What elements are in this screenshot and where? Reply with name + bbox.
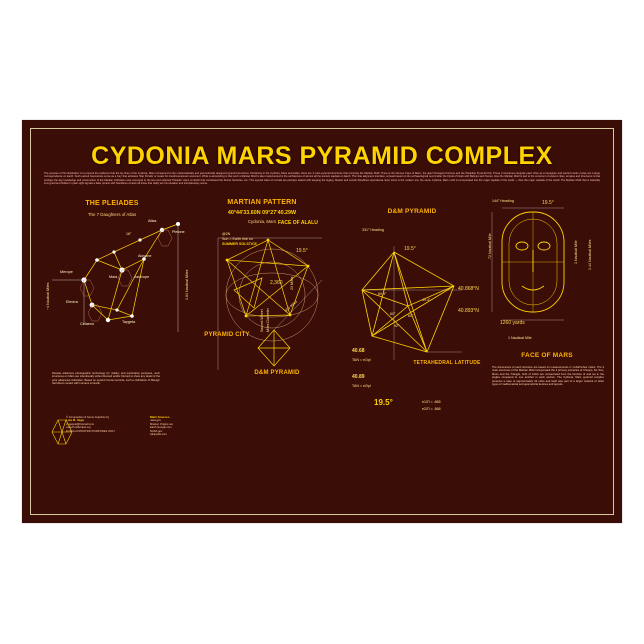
section-heading-pattern: MARTIAN PATTERN (227, 199, 297, 206)
source-item: wikipedia.com (150, 433, 167, 437)
section-heading-dm-center: D&M PYRAMID (254, 370, 300, 376)
pattern-coordinates: 40°44'33.60N 09°27'40.29W (227, 210, 297, 216)
intro-paragraph: The purpose of this illustration is to present the evidence that the ley lines of the Cydonia, Mars correspond to the mathematically and geometrically designed pyramid structures. Pertaining to the Cydonia, Mars anomalies, there are 3 main pyramid structures that comprise the Martian Motif. There is the famous 'Face of Mars', the giant Pentagon Fortress and the Pleiadian Pyramid City. These 3 structures integrate each other as a hexagram and sacred metric cycles are a large correspondence on Earth. Such sacred Geometries serve as a 'key' that activates 'Star Portals' or Gates for interdimensional movement. What is astonishing is that such a Martian Motif is also implemented in the architecture of almost all the ancient capitals on Earth. This Star alignment interface, at least based on the archaeological record after the Flood of Noah with Babylon and Sumer. How the Martian Motif is tied to the construct of ancient cities, temples and structures is that perhaps the key knowledge and construction of the Martian civilization was conveyed to the few and selected 'Pleiadic' clans on Earth that constituted the Secret Societies, etc. This special class of mortals are perhaps tasked with keeping the legacy, Master and certain bloodlines operational. Ever since in the modern era, the same Cydonia, Mars motif is incorporated into the major capitals of the world — thus the major capitals of the world. The Martian Motif that is basically encrypted and hidden in plain sight signals a false pretext with bloodlines contain all those that really win his situation and interplanetary arena. (44, 172, 600, 185)
face-dim-1260-yards: 1260 yards (500, 320, 525, 326)
dm-angle-694: 69.4° (378, 292, 387, 296)
dm-angle-60a: 60° (390, 312, 396, 316)
pattern-label-sun-earth: Sun = Earth rise on (222, 237, 253, 241)
section-heading-tetrahedral: TETRAHEDRAL LATITUDE (413, 360, 481, 366)
pattern-label-sacred-wheel: Sacred Wheel (260, 309, 264, 332)
star-label-asterope: Asterope (134, 275, 150, 279)
pattern-label-555-miles: 555 Miles (284, 299, 299, 313)
pattern-label-face-of-alalu: FACE OF ALALU (278, 220, 318, 226)
star-label-alcyone: Alcyone (138, 254, 152, 258)
pattern-angle-195: 19.5° (296, 248, 308, 254)
pattern-label-2360: 2,360 (270, 280, 283, 286)
dm-angle-494: 49.4° (422, 298, 431, 302)
credits-disclaimer: FOR ILLUSTRATION PURPOSES ONLY (66, 429, 116, 433)
face-angle-195: 19.5° (542, 200, 554, 206)
pleiades-axis-4: ~4 Nautical Miles (46, 282, 50, 310)
section-heading-pleiades: THE PLEIADES (85, 200, 139, 207)
face-dim-1-nautical-mile: 1 Nautical Mile (574, 240, 578, 264)
section-subheading-pleiades: The 7 Daughters of Atlas (87, 212, 137, 217)
dm-angle-195-top: 19.5° (404, 246, 416, 252)
star-label-pleione: Pleione (172, 230, 185, 234)
credits-email: vegapost@hotmail.com (66, 422, 95, 426)
pleiades-angle-16: 16° (126, 232, 132, 236)
source-item: Mission Origins.net (150, 422, 173, 426)
sources-block (150, 416, 214, 436)
pattern-label-solstice: SUMMER SOLSTICE (222, 242, 257, 246)
logo-icon (22, 120, 622, 523)
face-heading-144: 144° Heading (492, 199, 514, 203)
star-label-taygeta: Taygeta (122, 320, 136, 324)
pattern-label-2n: @2N (222, 232, 231, 236)
star-label-electra: Electra (66, 300, 78, 304)
section-heading-face-of-mars: FACE OF MARS (521, 352, 573, 359)
dm-tan-e1: TAN = e1/pi (352, 358, 371, 362)
dm-tan-4068: 40.68 (352, 348, 365, 354)
dm-latitude-40868: 40.868°N (458, 286, 479, 292)
face-dim-1-nm-bottom: 1 Nautical Mile (508, 336, 532, 340)
source-item: Earth Google.com (150, 426, 172, 430)
credits-line1: © Composition & Some Graphics by (66, 416, 110, 419)
pattern-label-diameter: Miles Diameter (266, 308, 270, 332)
section-heading-dm-pyramid: D&M PYRAMID (387, 208, 437, 215)
section-heading-pyramid-city: PYRAMID CITY (204, 332, 250, 338)
star-label-celaeno: Celaeno (80, 322, 95, 326)
dm-angle-92: 92° (394, 324, 400, 328)
pleiades-axis-164: 1.64 Nautical Miles (185, 269, 189, 300)
left-note: Despite advances photographic technology for military and exploration purposes, such structures on Mars are intentionally either directed and/or blurred to show any detail of the prior advanced civilization. Based on ancient human records, such a civilization of 'Beings' had direct contact with humans on Earth. (52, 372, 160, 386)
dm-tan-4089: 40.89 (352, 374, 365, 380)
face-caption: The dimensions of each structure are based on measurements in 'cubit/inches' ratios. The 3 main structures of the Martian Motif incorporated the 3 primary pinnacles of Cheops, the Sun, Moon and the Triangle, both of which are consecrated from the function of and set in the angles compared to one another in each section. The Cydonia, Mars pyramid complex presents a case of approximately 33 miles and itself was part of a larger network of other types of mathematical and geometrical tie-lines and layouts. (492, 366, 604, 387)
pattern-label-23-miles: 23 Miles (290, 276, 294, 290)
dm-heading-331: 331° Heading (362, 228, 384, 232)
star-label-atlas: Atlas (148, 219, 157, 223)
credits-author: Luis B. Vega (66, 418, 84, 423)
poster (22, 120, 622, 523)
source-item: NASA.gov (150, 429, 163, 433)
source-item: nasa.gov (150, 419, 161, 423)
credits-site: www.PostScripts.org (66, 426, 91, 430)
dm-latitude-195: 19.5° (374, 398, 393, 407)
dm-tan-e2: TAN = e2/pi (352, 384, 371, 388)
page-title: CYDONIA MARS PYRAMID COMPLEX (91, 142, 553, 170)
dm-const-e1: e1/Π = .865 (422, 400, 441, 404)
dm-angle-60b: 60° (408, 314, 414, 318)
face-dim-072-nautical-mile: .72 Nautical Mile (488, 233, 492, 260)
pattern-place: Cydonia, Mars (247, 219, 277, 224)
face-dim-144-nautical-miles: 1.44 Nautical Miles (588, 239, 592, 270)
dm-latitude-40893: 40.893°N (458, 308, 479, 314)
sources-heading: Main Sources (150, 415, 170, 419)
star-label-merope: Merope (60, 270, 73, 274)
star-label-maia: Maia (109, 275, 118, 279)
dm-const-e2: e2/Π = .866 (422, 407, 441, 411)
